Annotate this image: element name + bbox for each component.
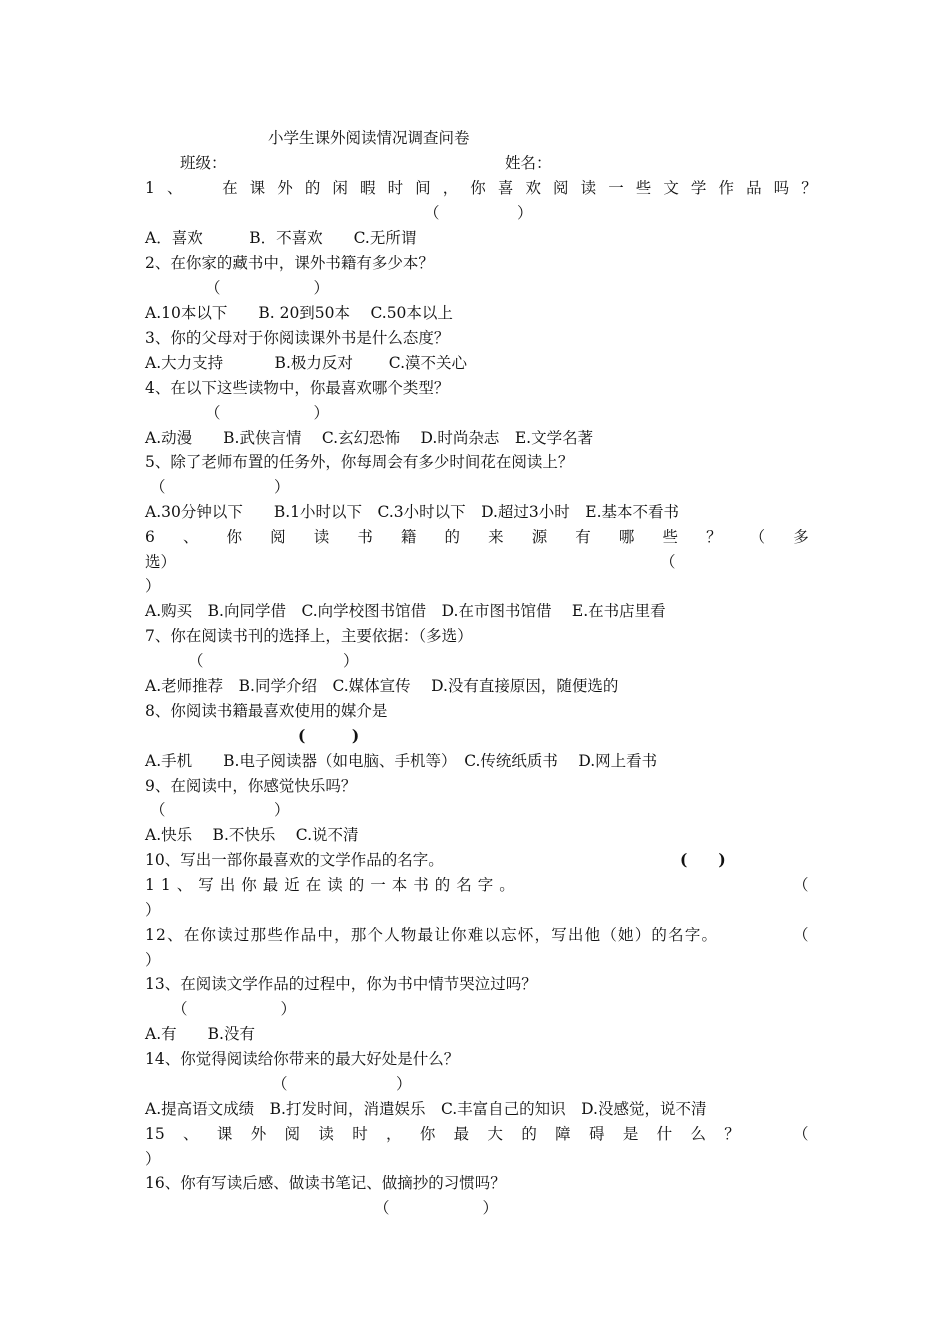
- answer-blank-8[interactable]: ( ): [298, 726, 360, 745]
- options-9: A.快乐 B.不快乐 C.说不清: [145, 826, 359, 844]
- answer-blank-9[interactable]: （ ）: [150, 801, 290, 819]
- question-6: 6 、 你 阅 读 书 籍 的 来 源 有 哪 些 ？ （ 多: [145, 528, 809, 546]
- answer-blank-10[interactable]: ( ): [680, 850, 726, 869]
- answer-blank-5[interactable]: （ ）: [150, 478, 290, 496]
- options-2: A.10本以下 B. 20到50本 C.50本以上: [145, 304, 453, 322]
- answer-blank-4[interactable]: （ ）: [205, 404, 330, 422]
- answer-blank-6-close[interactable]: ）: [145, 577, 161, 595]
- question-5: 5、除了老师布置的任务外，你每周会有多少时间花在阅读上？: [145, 453, 574, 471]
- question-7: 7、你在阅读书刊的选择上，主要依据：（多选）: [145, 627, 473, 645]
- options-14: A.提高语文成绩 B.打发时间，消遣娱乐 C.丰富自己的知识 D.没感觉，说不清: [145, 1100, 707, 1118]
- options-7: A.老师推荐 B.同学介绍 C.媒体宣传 D.没有直接原因，随便选的: [145, 677, 619, 695]
- answer-blank-15-open[interactable]: （: [793, 1125, 809, 1143]
- answer-blank-1[interactable]: （ ）: [424, 204, 533, 222]
- answer-blank-14[interactable]: （ ）: [272, 1075, 412, 1093]
- answer-blank-6-open[interactable]: （: [660, 553, 676, 571]
- answer-blank-2[interactable]: （ ）: [205, 279, 330, 297]
- question-3: 3、你的父母对于你阅读课外书是什么态度？: [145, 329, 450, 347]
- answer-blank-12-open[interactable]: （: [793, 926, 809, 944]
- question-13: 13、在阅读文学作品的过程中，你为书中情节哭泣过吗？: [145, 975, 537, 993]
- options-1: A．喜欢 B．不喜欢 C.无所谓: [145, 229, 417, 247]
- question-10: 10、写出一部你最喜欢的文学作品的名字。: [145, 851, 444, 869]
- options-8: A.手机 B.电子阅读器（如电脑、手机等） C.传统纸质书 D.网上看书: [145, 752, 658, 770]
- document-title: 小学生课外阅读情况调查问卷: [268, 129, 470, 147]
- name-label: 姓名：: [505, 154, 552, 172]
- answer-blank-7[interactable]: （ ）: [188, 652, 359, 670]
- question-2: 2、在你家的藏书中，课外书籍有多少本？: [145, 254, 434, 272]
- question-8: 8、你阅读书籍最喜欢使用的媒介是: [145, 702, 388, 720]
- question-12: 12、在你读过那些作品中，那个人物最让你难以忘怀，写出他（她）的名字。: [145, 926, 719, 944]
- question-15: 15 、 课 外 阅 读 时 ， 你 最 大 的 障 碍 是 什 么 ？: [145, 1125, 740, 1143]
- question-6-cont: 选）: [145, 553, 177, 571]
- options-13: A.有 B.没有: [145, 1025, 255, 1043]
- question-9: 9、在阅读中，你感觉快乐吗？: [145, 777, 357, 795]
- question-11: 11、写出你最近在读的一本书的名字。: [145, 876, 521, 894]
- question-4: 4、在以下这些读物中，你最喜欢哪个类型？: [145, 379, 450, 397]
- answer-blank-11-open[interactable]: （: [793, 876, 809, 894]
- options-5: A.30分钟以下 B.1小时以下 C.3小时以下 D.超过3小时 E.基本不看书: [145, 503, 680, 521]
- answer-blank-16[interactable]: （ ）: [374, 1199, 499, 1217]
- answer-blank-13[interactable]: （ ）: [172, 1000, 297, 1018]
- options-6: A.购买 B.向同学借 C.向学校图书馆借 D.在市图书馆借 E.在书店里看: [145, 602, 666, 620]
- answer-blank-15-close[interactable]: ）: [145, 1150, 161, 1168]
- options-4: A.动漫 B.武侠言情 C.玄幻恐怖 D.时尚杂志 E.文学名著: [145, 429, 594, 447]
- question-14: 14、你觉得阅读给你带来的最大好处是什么？: [145, 1050, 460, 1068]
- answer-blank-12-close[interactable]: ）: [145, 951, 161, 969]
- question-16: 16、你有写读后感、做读书笔记、做摘抄的习惯吗？: [145, 1174, 506, 1192]
- question-1: 1 、 在 课 外 的 闲 暇 时 间 ， 你 喜 欢 阅 读 一 些 文 学 作 品 吗 ？: [145, 179, 817, 197]
- class-label: 班级：: [180, 154, 227, 172]
- options-3: A.大力支持 B.极力反对 C.漠不关心: [145, 354, 468, 372]
- answer-blank-11-close[interactable]: ）: [145, 901, 161, 919]
